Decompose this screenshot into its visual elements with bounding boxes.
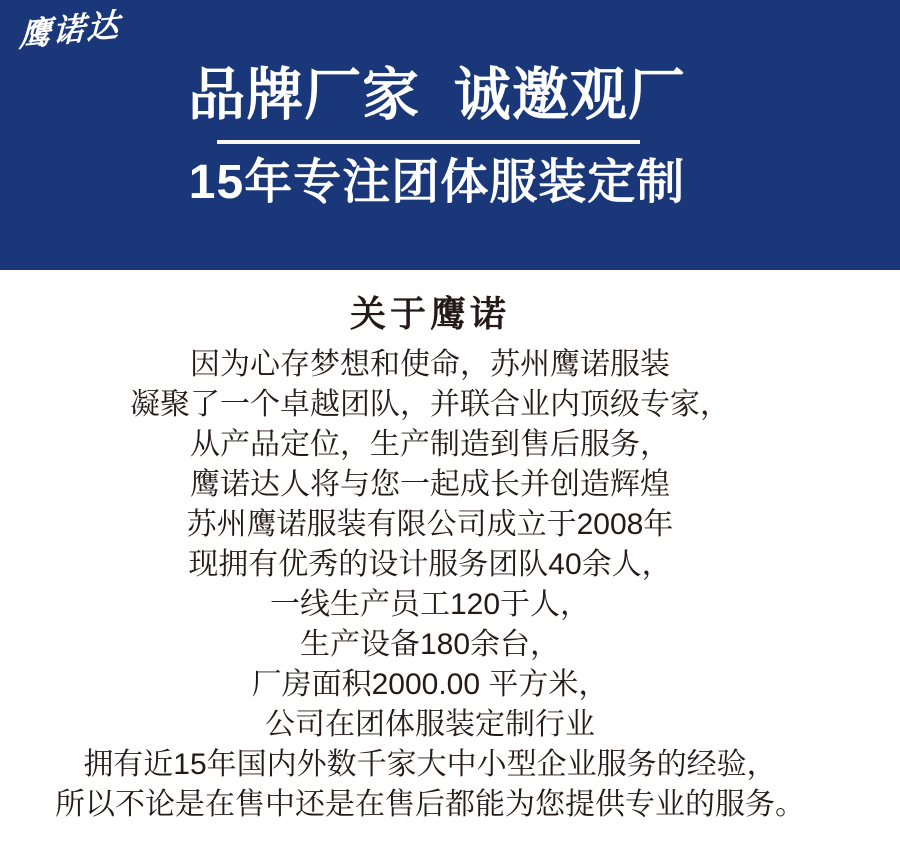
about-text-line: 因为心存梦想和使命，苏州鹰诺服装 bbox=[190, 348, 670, 381]
about-text-line: 一线生产员工120于人， bbox=[269, 588, 591, 621]
banner-title: 品牌厂家 诚邀观厂 bbox=[188, 63, 686, 127]
about-text-line: 生产设备180余台， bbox=[299, 628, 561, 661]
about-text-line: 现拥有优秀的设计服务团队40余人， bbox=[188, 548, 672, 581]
banner-content bbox=[0, 0, 887, 209]
about-text-line: 从产品定位，生产制造到售后服务， bbox=[190, 428, 670, 461]
about-paragraph bbox=[0, 345, 880, 825]
about-text-line: 厂房面积2000.00 平方米， bbox=[251, 668, 609, 701]
about-text-line: 鹰诺达人将与您一起成长并创造辉煌 bbox=[190, 468, 670, 501]
banner-divider bbox=[217, 140, 640, 144]
about-text-line: 苏州鹰诺服装有限公司成立于2008年 bbox=[186, 508, 674, 541]
banner-subtitle: 15年专注团体服装定制 bbox=[188, 156, 686, 209]
about-text-line: 拥有近15年国内外数千家大中小型企业服务的经验， bbox=[83, 748, 777, 781]
about-text-line: 公司在团体服装定制行业 bbox=[265, 708, 595, 741]
about-text-line: 凝聚了一个卓越团队，并联合业内顶级专家， bbox=[130, 388, 730, 421]
about-text-line: 所以不论是在售中还是在售后都能为您提供专业的服务。 bbox=[55, 788, 805, 821]
banner bbox=[0, 0, 900, 270]
about-heading: 关于鹰诺 bbox=[349, 293, 510, 334]
brand-logo: 鹰诺达 bbox=[18, 6, 122, 54]
about-section bbox=[0, 270, 880, 825]
